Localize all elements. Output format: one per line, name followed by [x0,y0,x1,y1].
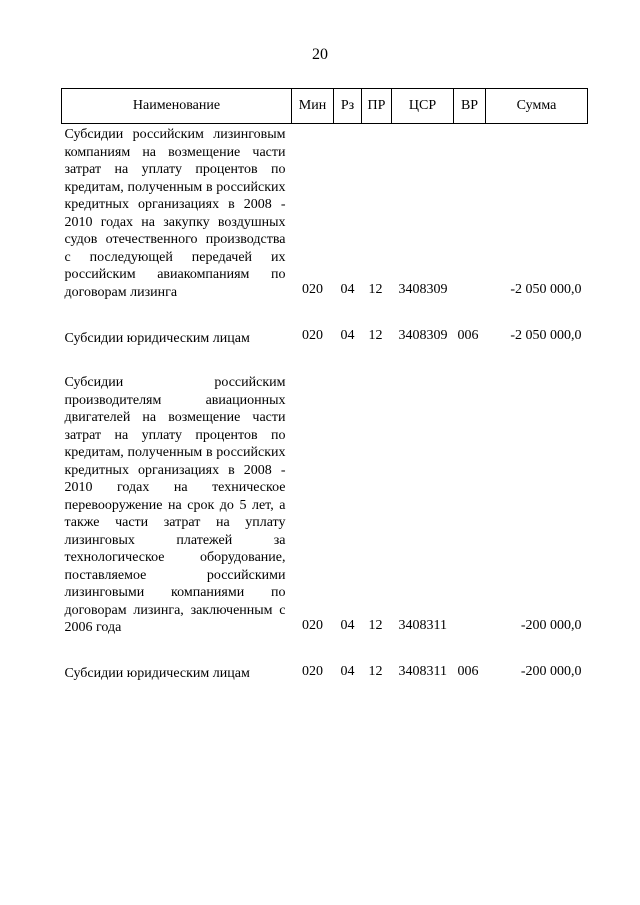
header-vr: ВР [454,89,486,124]
row-rz: 04 [340,282,355,297]
row-min: 020 [302,328,323,343]
table-row [62,126,588,302]
row-rz: 04 [340,617,355,633]
page-number: 20 [312,46,328,63]
header-csr: ЦСР [392,89,454,124]
row-sum: -2 050 000,0 [510,282,582,297]
row-rz: 04 [340,328,355,343]
row-pr: 12 [368,282,383,297]
row-csr: 3408309 [398,282,448,297]
row-name: Субсидии юридическим лицам [64,666,250,681]
table-header-row [62,89,588,124]
header-sum: Сумма [486,89,588,124]
row-min: 020 [302,617,323,633]
row-pr: 12 [368,617,383,633]
row-vr: 006 [457,328,479,343]
header-name: Наименование [62,89,292,124]
row-pr: 12 [368,328,383,343]
row-name: Субсидии российским производителям авиационных двигателей на возмещение части затрат на уплату процентов по кредитам, полученным в российских кредитных организациях в 2008 - 2010 годах на техническое перевооружение на срок до 5 лет, а также части затрат на уплату лизинговых платежей за технологическое оборудование, поставляемое российскими лизинговыми компаниями по договорам лизинга, заключенным с 2006 года [64,375,286,635]
header-pr: ПР [362,89,392,124]
table-row [62,328,588,348]
row-pr: 12 [368,663,383,679]
row-name: Субсидии российским лизинговым компаниям на возмещение части затрат на уплату процентов по кредитам, полученным в российских кредитных организациях в 2008 - 2010 годах на закупку воздушных судов отечественного производства с последующей передачей их российским авиакомпаниям по договорам лизинга [64,127,286,300]
row-rz: 04 [340,663,355,679]
row-vr [454,374,486,638]
row-name: Субсидии юридическим лицам [64,330,250,346]
table-row [62,374,588,638]
row-min: 020 [302,663,323,679]
header-rz: Рз [334,89,362,124]
row-csr: 3408309 [398,328,448,343]
row-sum: -200 000,0 [520,663,582,679]
row-vr: 006 [457,663,479,679]
table-row [62,664,588,684]
header-min: Мин [292,89,334,124]
row-min: 020 [302,282,323,297]
row-vr [454,126,486,302]
row-sum: -200 000,0 [520,617,582,633]
row-csr: 3408311 [398,663,447,679]
budget-table [61,88,588,684]
row-csr: 3408311 [398,617,447,633]
row-sum: -2 050 000,0 [510,328,582,343]
